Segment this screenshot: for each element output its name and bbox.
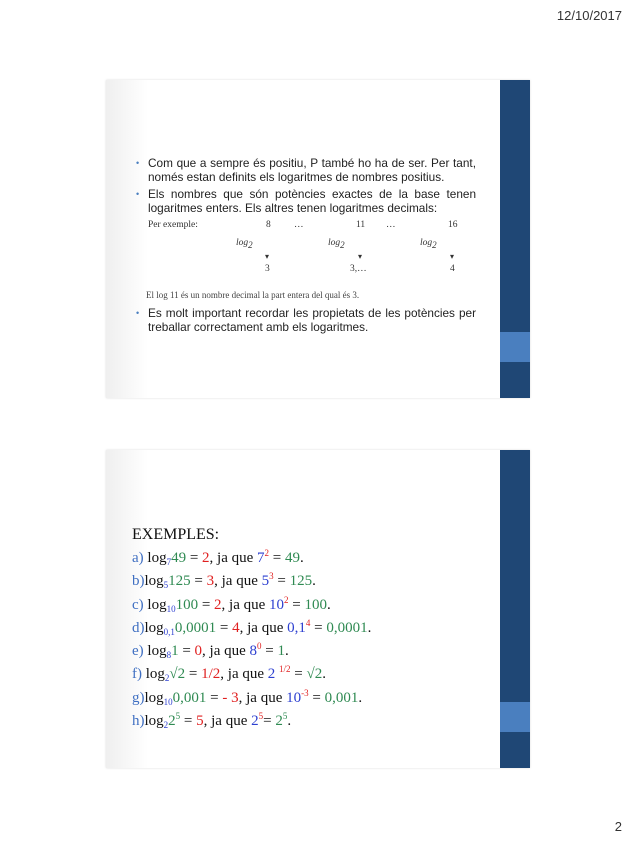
slide-2 — [106, 450, 530, 768]
example-bottom-value: 3,… — [350, 264, 367, 274]
example-line: $g)\log_{10}0,001$ = - 3, ja que $10^{-3} = 0,001$. — [132, 687, 363, 707]
example-log: $\log_2$ — [236, 238, 253, 250]
example-log: $\log_2$ — [420, 238, 437, 250]
bullet-text: Es molt important recordar les propietats de les potències per treballar correctament amb els logaritmes. — [148, 306, 476, 334]
example-top-value: … — [386, 220, 396, 230]
arrow-down-icon: ▾ — [450, 252, 455, 261]
example-label: Per exemple: — [148, 220, 198, 230]
example-top-value: 11 — [356, 220, 366, 230]
example-top-value: 16 — [448, 220, 458, 230]
example-table — [148, 218, 476, 286]
slide-bar-accent — [500, 702, 530, 732]
example-log: $\log_2$ — [328, 238, 345, 250]
bullet-item — [136, 187, 476, 215]
arrow-down-icon: ▾ — [358, 252, 363, 261]
slide-title: EXEMPLES: — [132, 526, 220, 543]
example-bottom-value: 4 — [450, 264, 455, 274]
bullet-text: Com que a sempre és positiu, P també ho ha de ser. Per tant, només estan definits els logaritmes de nombres positius. — [148, 156, 476, 184]
example-note: El log 11 és un nombre decimal la part entera del qual és 3. — [146, 290, 360, 300]
bullet-text: Els nombres que són potències exactes de la base tenen logaritmes enters. Els altres tenen logaritmes decimals: — [148, 187, 476, 215]
page-number: 2 — [614, 819, 622, 834]
slide-1-content — [136, 156, 476, 337]
slide-bar-accent — [500, 332, 530, 362]
examples-list — [132, 548, 371, 734]
example-line: $h)\log_22^5 = 5$, ja que $2^5= 2^5$. — [132, 711, 292, 731]
example-line: c) $\log_{10}100 = 2$, ja que $10^2 = 100$. — [132, 594, 331, 614]
log-base: 2 — [432, 240, 437, 250]
slide-side-bar — [500, 80, 530, 398]
log-base: 2 — [248, 240, 253, 250]
slide-side-bar — [500, 450, 530, 768]
example-top-value: … — [294, 220, 304, 230]
log-base: 2 — [340, 240, 345, 250]
example-line: $d)\log_{0,1}0,0001 = 4$, ja que $0,1^4 = 0,0001$. — [132, 617, 372, 637]
example-bottom-value: 3 — [265, 264, 270, 274]
example-line: $b)\log_5125 = 3$, ja que $5^3 = 125$. — [132, 571, 316, 591]
bullet-icon: • — [136, 308, 140, 318]
example-line: e) $\log_81 = 0$, ja que $8^0 = 1$. — [132, 641, 289, 661]
bullet-icon: • — [136, 158, 140, 168]
example-top-value: 8 — [266, 220, 271, 230]
example-line: a) $\log_749 = 2$, ja que $7^2 = 49$. — [132, 548, 304, 567]
arrow-down-icon: ▾ — [265, 252, 270, 261]
slide-1 — [106, 80, 530, 398]
header-date: 12/10/2017 — [556, 8, 622, 23]
bullet-item — [136, 156, 476, 184]
bullet-icon: • — [136, 189, 140, 199]
example-line: f) $\log_2√2 = 1/2$, ja que 2 $^{1/2}$ = √2. — [132, 664, 326, 684]
bullet-item — [136, 306, 476, 334]
